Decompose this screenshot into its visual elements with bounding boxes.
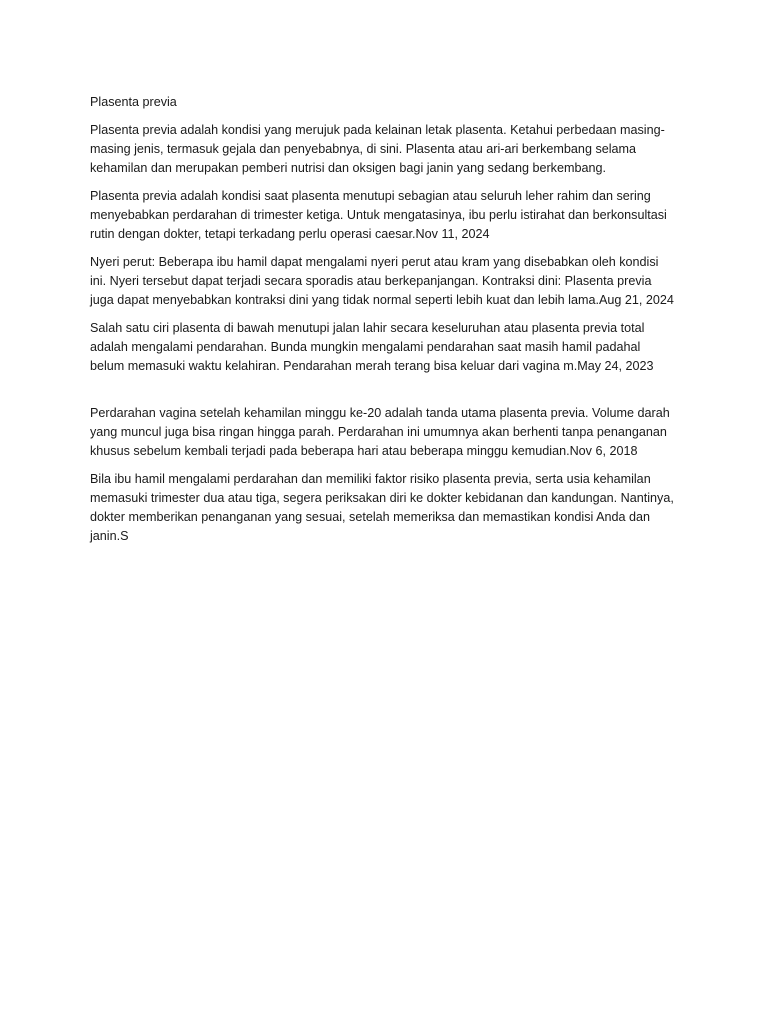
paragraph-bleeding: Perdarahan vagina setelah kehamilan minggu ke-20 adalah tanda utama plasenta previa. Volume darah yang muncul juga bisa ringan hingga parah. Perdarahan ini umumnya akan berhenti tanpa penanganan khusus sebelum kembali terjadi pada beberapa hari atau beberapa minggu kemudian.Nov 6, 2018	[90, 406, 670, 458]
paragraph-condition: Plasenta previa adalah kondisi saat plasenta menutupi sebagian atau seluruh leher rahim dan sering menyebabkan perdarahan di trimester ketiga. Untuk mengatasinya, ibu perlu istirahat dan berkonsultasi rutin dengan dokter, tetapi terkadang perlu operasi caesar.Nov 11, 2024	[90, 189, 667, 241]
paragraph-symptoms: Nyeri perut: Beberapa ibu hamil dapat mengalami nyeri perut atau kram yang disebabkan oleh kondisi ini. Nyeri tersebut dapat terjadi secara sporadis atau berkepanjangan. Kontraksi dini: Plasenta previa juga dapat menyebabkan kontraksi dini yang tidak normal seperti lebih kuat dan lebih lama.Aug 21, 2024	[90, 255, 674, 307]
empty-line	[90, 385, 678, 404]
paragraph-signs: Salah satu ciri plasenta di bawah menutupi jalan lahir secara keseluruhan atau plasenta previa total adalah mengalami pendarahan. Bunda mungkin mengalami pendarahan saat masih hamil padahal belum memasuki waktu kelahiran. Pendarahan merah terang bisa keluar dari vagina m.May 24, 2023	[90, 321, 654, 373]
document-body	[90, 93, 678, 555]
paragraph-definition: Plasenta previa adalah kondisi yang merujuk pada kelainan letak plasenta. Ketahui perbedaan masing-masing jenis, termasuk gejala dan penyebabnya, di sini. Plasenta atau ari-ari berkembang selama kehamilan dan merupakan pemberi nutrisi dan oksigen bagi janin yang sedang berkembang.	[90, 123, 665, 175]
document-title: Plasenta previa	[90, 95, 177, 109]
paragraph-advice: Bila ibu hamil mengalami perdarahan dan memiliki faktor risiko plasenta previa, serta usia kehamilan memasuki trimester dua atau tiga, segera periksakan diri ke dokter kebidanan dan kandungan. Nantinya, dokter memberikan penanganan yang sesuai, setelah memeriksa dan memastikan kondisi Anda dan janin.S	[90, 472, 674, 543]
